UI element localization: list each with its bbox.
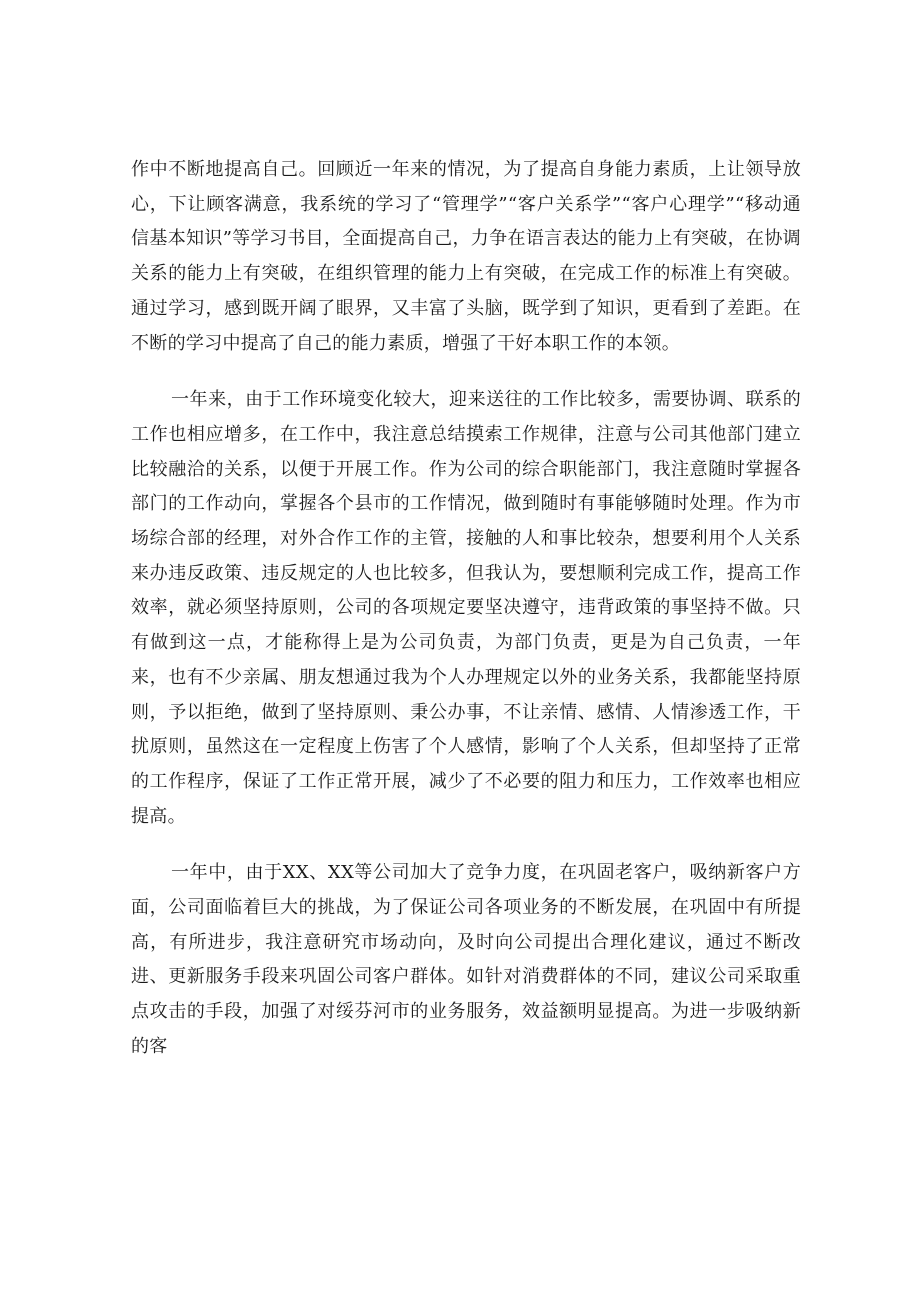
paragraph-1: 作中不断地提高自己。回顾近一年来的情况，为了提高自身能力素质，上让领导放心，下让顾客满意，我系统的学习了“管理学”“客户关系学”“客户心理学”“移动通信基本知识”等学习书目，全面提高自己，力争在语言表达的能力上有突破，在协调关系的能力上有突破，在组织管理的能力上有突破，在完成工作的标准上有突破。通过学习，感到既开阔了眼界，又丰富了头脑，既学到了知识，更看到了差距。在不断的学习中提高了自己的能力素质，增强了干好本职工作的本领。 — [131, 159, 801, 354]
document-body — [131, 153, 801, 1087]
paragraph-2: 一年来，由于工作环境变化较大，迎来送往的工作比较多，需要协调、联系的工作也相应增多，在工作中，我注意总结摸索工作规律，注意与公司其他部门建立比较融洽的关系，以便于开展工作。作为公司的综合职能部门，我注意随时掌握各部门的工作动向，掌握各个县市的工作情况，做到随时有事能够随时处理。作为市场综合部的经理，对外合作工作的主管，接触的人和事比较杂，想要利用个人关系来办违反政策、违反规定的人也比较多，但我认为，要想顺利完成工作，提高工作效率，就必须坚持原则，公司的各项规定要坚决遵守，违背政策的事坚持不做。只有做到这一点，才能称得上是为公司负责，为部门负责，更是为自己负责，一年来，也有不少亲属、朋友想通过我为个人办理规定以外的业务关系，我都能坚持原则，予以拒绝，做到了坚持原则、秉公办事，不让亲情、感情、人情渗透工作，干扰原则，虽然这在一定程度上伤害了个人感情，影响了个人关系，但却坚持了正常的工作程序，保证了工作正常开展，减少了不必要的阻力和压力，工作效率也相应提高。 — [131, 389, 801, 827]
paragraph-3: 一年中，由于XX、XX等公司加大了竞争力度，在巩固老客户，吸纳新客户方面，公司面临着巨大的挑战，为了保证公司各项业务的不断发展，在巩固中有所提高，有所进步，我注意研究市场动向，及时向公司提出合理化建议，通过不断改进、更新服务手段来巩固公司客户群体。如针对消费群体的不同，建议公司采取重点攻击的手段，加强了对绥芬河市的业务服务，效益额明显提高。为进一步吸纳新的客 — [131, 862, 801, 1057]
